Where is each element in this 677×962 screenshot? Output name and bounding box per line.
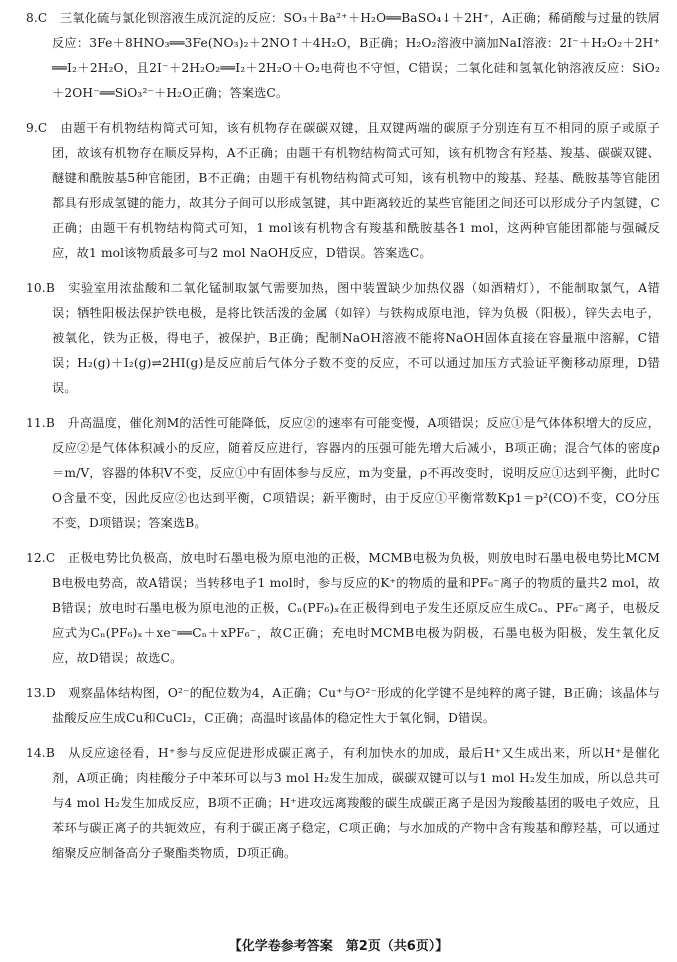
answer-number: 11.B [26, 416, 55, 430]
answer-item-10 [26, 276, 660, 401]
answer-item-9 [26, 116, 660, 266]
answer-number: 8.C [26, 11, 48, 25]
answer-explanation: 实验室用浓盐酸和二氧化锰制取氯气需要加热，图中装置缺少加热仪器（如酒精灯），不能制取氯气，A错误；牺牲阳极法保护铁电极，是将比铁活泼的金属（如锌）与铁构成原电池，锌为负极（阳极），锌失去电子，被氧化，铁为正极，得电子，被保护，B正确；配制NaOH溶液不能将NaOH固体直接在容量瓶中溶解，C错误；H₂(g)＋I₂(g)⇌2HI(g)是反应前后气体分子数不变的反应，不可以通过加压方式验证平衡移动原理，D错误。 [52, 281, 660, 395]
answer-number: 14.B [26, 746, 55, 760]
answer-item-14 [26, 741, 660, 866]
answer-list [26, 6, 660, 866]
answer-item-13 [26, 681, 660, 731]
answer-number: 13.D [26, 686, 56, 700]
page-footer: 【化学卷参考答案 第2页（共6页）】 [228, 939, 449, 954]
answer-explanation: 三氧化硫与氯化钡溶液生成沉淀的反应：SO₃＋Ba²⁺＋H₂O══BaSO₄↓＋2H⁺，A正确；稀硝酸与过量的铁屑反应：3Fe＋8HNO₃══3Fe(NO₃)₂＋2NO↑＋4H₂O，B正确；H₂O₂溶液中滴加NaI溶液：2I⁻＋H₂O₂＋2H⁺══I₂＋2H₂O，且2I⁻＋2H₂O₂══I₂＋2H₂O＋O₂电荷也不守恒，C错误；二氧化硅和氢氧化钠溶液反应：SiO₂＋2OH⁻══SiO₃²⁻＋H₂O正确；答案选C。 [52, 11, 660, 100]
answer-explanation: 正极电势比负极高，放电时石墨电极为原电池的正极，MCMB电极为负极，则放电时石墨电极电势比MCMB电极电势高，故A错误；当转移电子1 mol时，参与反应的K⁺的物质的量和PF₆⁻离子的物质的量共2 mol，故B错误；放电时石墨电极为原电池的正极，Cₙ(PF₆)ₓ在正极得到电子发生还原反应生成Cₙ、PF₆⁻离子，电极反应式为Cₙ(PF₆)ₓ＋xe⁻══Cₙ＋xPF₆⁻，故C正确；充电时MCMB电极为阴极，石墨电极为阳极，发生氧化反应，故D错误；故选C。 [52, 551, 660, 665]
answer-item-11 [26, 411, 660, 536]
answer-explanation: 由题干有机物结构简式可知，该有机物存在碳碳双键，且双键两端的碳原子分别连有互不相同的原子或原子团，故该有机物存在顺反异构，A不正确；由题干有机物结构简式可知，该有机物含有羟基、羧基、碳碳双键、醚键和酰胺基5种官能团，B不正确；由题干有机物结构简式可知，该有机物中的羧基、羟基、酰胺基等官能团都具有形成氢键的能力，故其分子间可以形成氢键，其中距离较近的某些官能团之间还可以形成分子内氢键，C正确；由题干有机物结构简式可知，1 mol该有机物含有羧基和酰胺基各1 mol，这两种官能团都能与强碱反应，故1 mol该物质最多可与2 mol NaOH反应，D错误。答案选C。 [52, 121, 660, 260]
answer-explanation: 从反应途径看，H⁺参与反应促进形成碳正离子，有利加快水的加成，最后H⁺又生成出来，所以H⁺是催化剂，A项正确；肉桂酸分子中苯环可以与3 mol H₂发生加成，碳碳双键可以与1 mol H₂发生加成，所以总共可与4 mol H₂发生加成反应，B项不正确；H⁺进攻远离羧酸的碳生成碳正离子是因为羧酸基团的吸电子效应，且苯环与碳正离子的共轭效应，有利于碳正离子稳定，C项正确；与水加成的产物中含有羧基和醇羟基，可以通过缩聚反应制备高分子聚酯类物质，D项正确。 [52, 746, 661, 860]
answer-number: 9.C [26, 121, 48, 135]
answer-number: 10.B [26, 281, 55, 295]
answer-item-8 [26, 6, 660, 106]
answer-explanation: 升高温度，催化剂M的活性可能降低，反应②的速率有可能变慢，A项错误；反应①是气体体积增大的反应，反应②是气体体积减小的反应，随着反应进行，容器内的压强可能先增大后减小，B项正确；混合气体的密度ρ＝m/V，容器的体积V不变，反应①中有固体参与反应，m为变量，ρ不再改变时，说明反应①达到平衡，此时CO含量不变，因此反应②也达到平衡，C项错误；新平衡时，由于反应①平衡常数Kp1＝p²(CO)不变，CO分压不变，D项错误；答案选B。 [52, 416, 660, 530]
answer-item-12 [26, 546, 660, 671]
answer-explanation: 观察晶体结构图，O²⁻的配位数为4，A正确；Cu⁺与O²⁻形成的化学键不是纯粹的离子键，B正确；该晶体与盐酸反应生成Cu和CuCl₂，C正确；高温时该晶体的稳定性大于氧化铜，D错误。 [52, 686, 660, 725]
answer-number: 12.C [26, 551, 56, 565]
